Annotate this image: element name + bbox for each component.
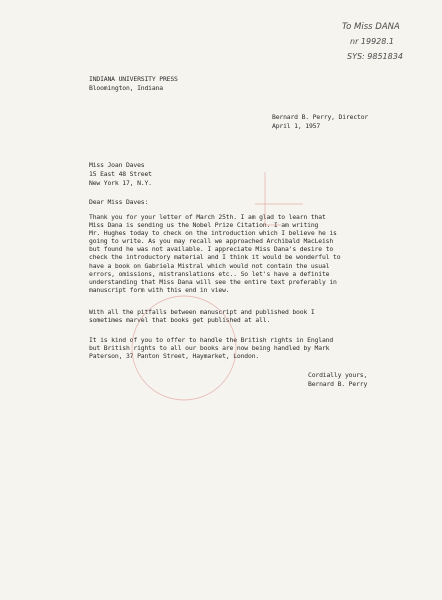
- letterhead-city: Bloomington, Indiana: [89, 84, 163, 92]
- inside-address-line: New York 17, N.Y.: [89, 179, 152, 187]
- body-paragraph: [89, 213, 340, 294]
- body-line: sometimes marvel that books get published at all.: [89, 316, 271, 325]
- body-paragraph: [89, 308, 315, 324]
- body-line: manuscript form with this end in view.: [89, 285, 230, 294]
- body-line: It is kind of you to offer to handle the British rights in England: [89, 336, 334, 344]
- handwritten-recipient-note: To Miss DANA: [342, 22, 400, 32]
- handwritten-reference-number: nr 19928.1: [350, 37, 394, 46]
- valediction: Cordially yours,: [308, 371, 368, 379]
- body-line: Thank you for your letter of March 25th. I am glad to learn that: [89, 213, 326, 221]
- body-line: check the introductory material and I think it would be wonderful to: [89, 253, 341, 262]
- letter-date: April 1, 1957: [272, 122, 321, 130]
- body-line: but found he was not available. I appreciate Miss Dana's desire to: [89, 245, 334, 254]
- inside-address-line: Miss Joan Daves: [89, 161, 145, 169]
- body-line: With all the pitfalls between manuscript and published book I: [89, 308, 315, 316]
- body-line: have a book on Gabriela Mistral which would not contain the usual: [89, 261, 330, 270]
- body-line: errors, omissions, mistranslations etc.. So let's have a definite: [89, 269, 330, 278]
- handwritten-system-number: SYS: 9851834: [347, 52, 403, 61]
- body-line: going to write. As you may recall we approached Archibald MacLeish: [89, 237, 334, 246]
- body-line: understanding that Miss Dana will see the entire text preferably in: [89, 277, 337, 286]
- salutation: Dear Miss Daves:: [89, 198, 149, 206]
- signature-name: Bernard B. Perry: [308, 380, 368, 388]
- body-paragraph: [89, 336, 333, 360]
- inside-address-line: 15 East 48 Street: [89, 170, 152, 178]
- body-line: Paterson, 37 Panton Street, Haymarket, London.: [89, 352, 260, 361]
- body-line: Mr. Hughes today to check on the introduction which I believe he is: [89, 229, 337, 238]
- body-line: Miss Dana is sending us the Nobel Prize Citation. I am writing: [89, 221, 319, 230]
- letterhead-organization: INDIANA UNIVERSITY PRESS: [89, 75, 178, 83]
- body-line: but British rights to all our books are now being handled by Mark: [89, 344, 330, 353]
- sender-name-title: Bernard B. Perry, Director: [272, 113, 369, 121]
